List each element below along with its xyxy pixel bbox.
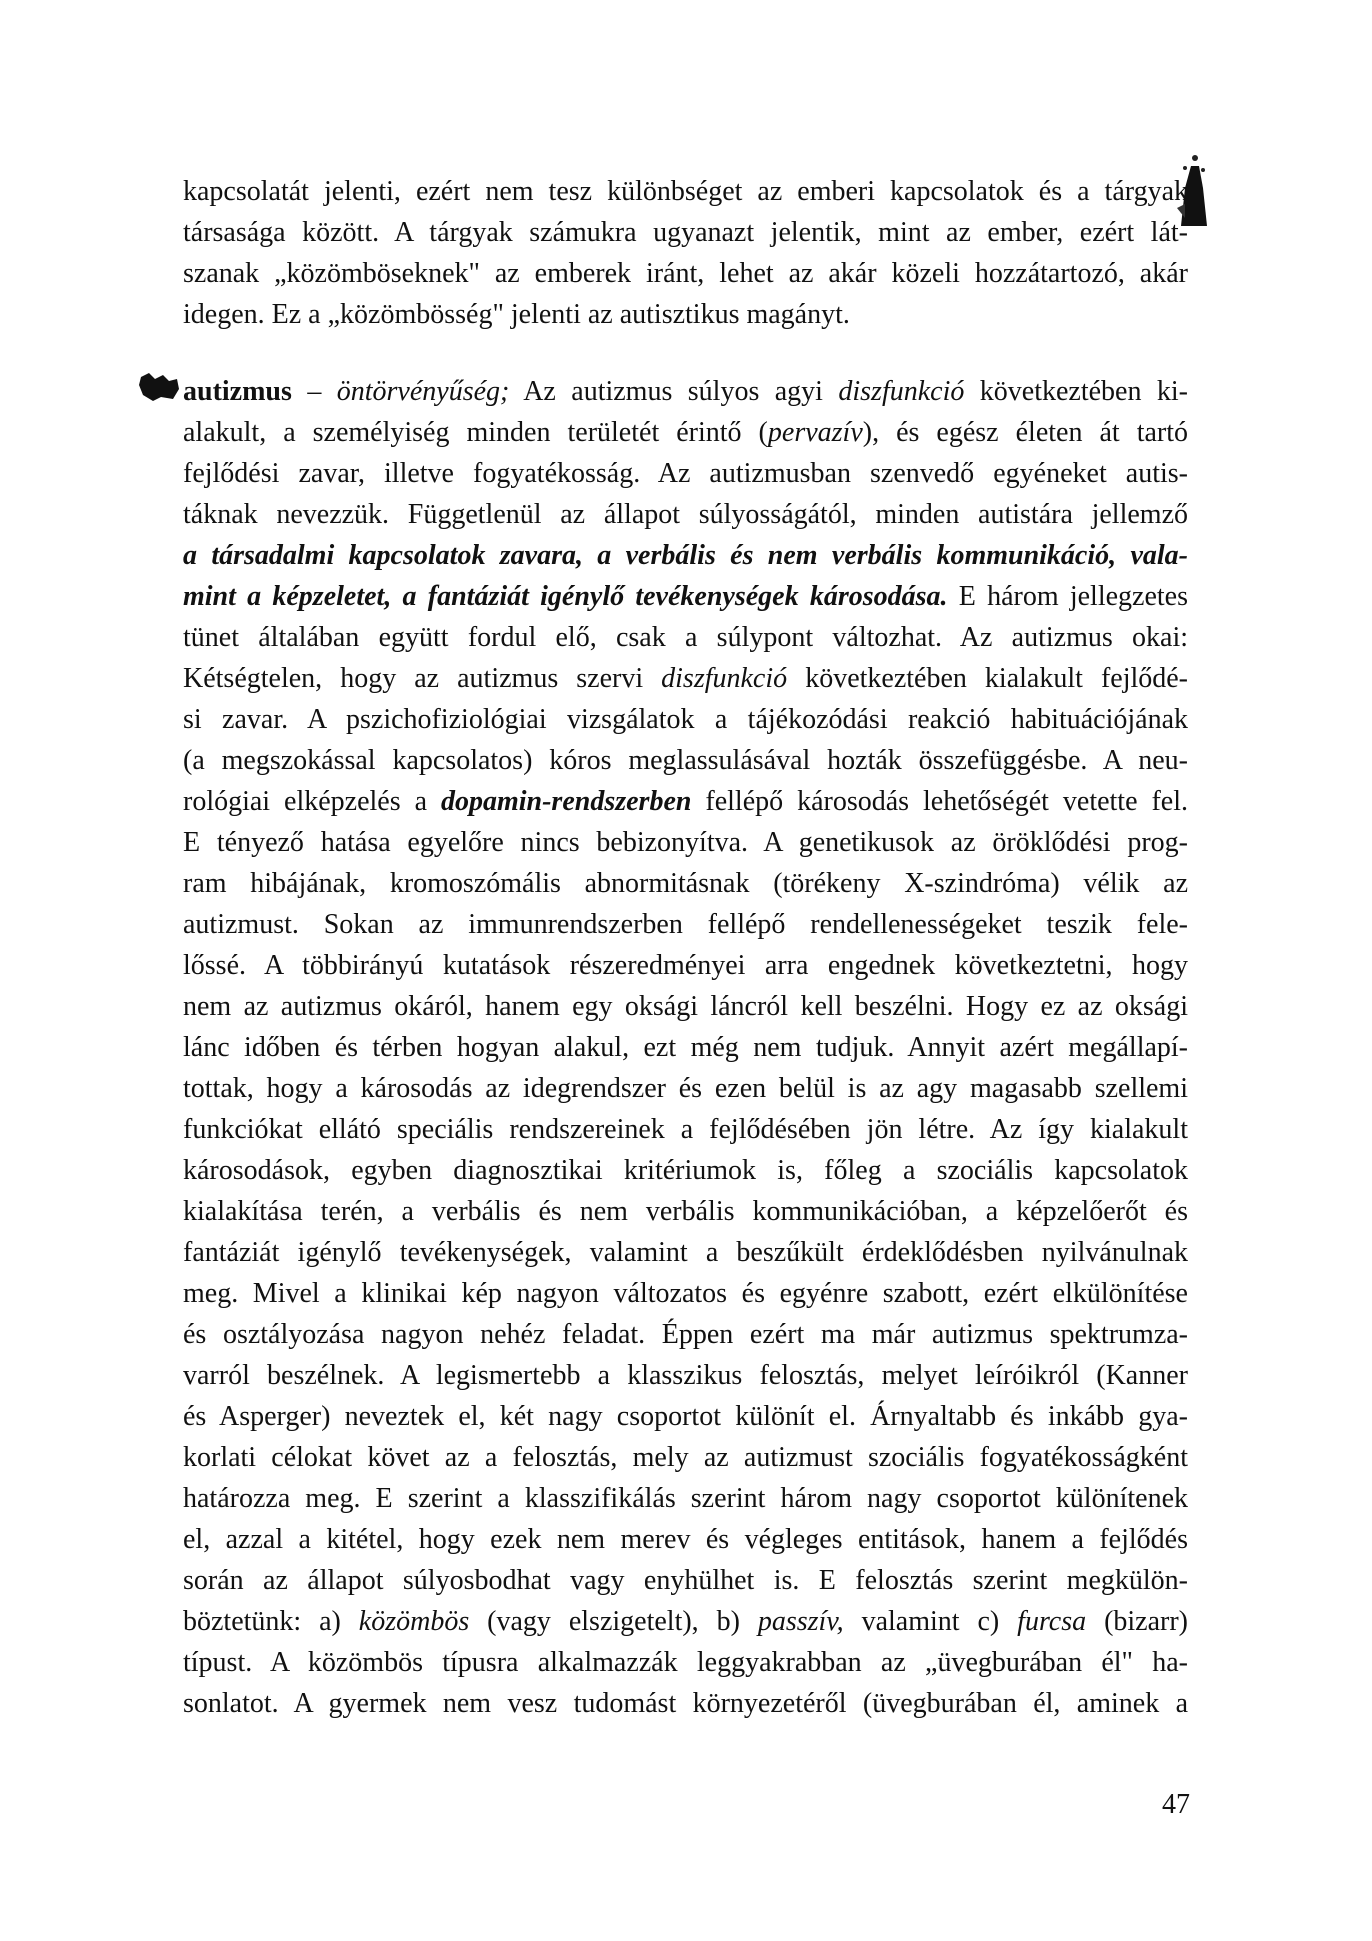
text-line: nem az autizmus okáról, hanem egy oksági láncról kell beszélni. Hogy ez az oksági (183, 991, 1188, 1022)
text-line: során az állapot súlyosbodhat vagy enyhülhet is. E felosztás szerint megkülön- (183, 1565, 1188, 1596)
text-line: funkciókat ellátó speciális rendszereinek a fejlődésében jön létre. Az így kialakult (183, 1114, 1188, 1145)
text-line: tünet általában együtt fordul elő, csak a súlypont változhat. Az autizmus okai: (183, 622, 1188, 653)
text-line: kapcsolatát jelenti, ezért nem tesz különbséget az emberi kapcsolatok és a tárgyak (183, 176, 1188, 207)
text-line: el, azzal a kitétel, hogy ezek nem merev és végleges entitások, hanem a fejlődés (183, 1524, 1188, 1555)
text-line: kialakítása terén, a verbális és nem verbális kommunikációban, a képzelőerőt és (183, 1196, 1188, 1227)
text-span: fellépő károsodás lehetőségét vetette fel. (691, 786, 1188, 817)
text-span: valamint c) (843, 1606, 1018, 1637)
text-line: és Asperger) neveztek el, két nagy csoportot különít el. Árnyaltabb és inkább gya- (183, 1401, 1188, 1432)
text-line: károsodások, egyben diagnosztikai kritériumok is, főleg a szociális kapcsolatok (183, 1155, 1188, 1186)
text-line: fantáziát igénylő tevékenységek, valamint a beszűkült érdeklődésben nyilvánulnak (183, 1237, 1188, 1268)
emphasis-text: mint a képzeletet, a fantáziát igénylő tevékenységek károsodása. (183, 581, 948, 612)
text-line: fejlődési zavar, illetve fogyatékosság. Az autizmusban szenvedő egyéneket autis- (183, 458, 1188, 489)
text-line (183, 535, 1188, 576)
text-line: meg. Mivel a klinikai kép nagyon változatos és egyénre szabott, ezért elkülönítése (183, 1278, 1188, 1309)
text-span: következtében kialakult fejlődé- (787, 663, 1188, 694)
text-line (183, 658, 1188, 699)
italic-term: passzív, (757, 1606, 844, 1637)
entry-marker-icon (139, 373, 181, 401)
italic-term: pervazív (767, 417, 863, 448)
page-number: 47 (1162, 1789, 1190, 1820)
text-line: korlati célokat követ az a felosztás, mely az autizmust szociális fogyatékosságként (183, 1442, 1188, 1473)
text-line: (a megszokással kapcsolatos) kóros meglassulásával hozták összefüggésbe. A neu- (183, 745, 1188, 776)
text-span: Kétségtelen, hogy az autizmus szervi (183, 663, 662, 694)
text-line: táknak nevezzük. Függetlenül az állapot súlyosságától, minden autistára jellemző (183, 499, 1188, 530)
italic-term: dopamin-rendszerben (440, 786, 692, 817)
text-line: lőssé. A többirányú kutatások részeredményei arra engednek következtetni, hogy (183, 950, 1188, 981)
text-span: Az autizmus súlyos agyi (509, 376, 839, 407)
text-line: típust. A közömbös típusra alkalmazzák leggyakrabban az „üvegburában él" ha- (183, 1647, 1188, 1678)
text-line: lánc időben és térben hogyan alakul, ezt még nem tudjuk. Annyit azért megállapí- (183, 1032, 1188, 1063)
text-span: (vagy elszigetelt), b) (469, 1606, 758, 1637)
text-span: böztetünk: a) (183, 1606, 359, 1637)
italic-term: közömbös (358, 1606, 470, 1637)
text-span: ), és egész életen át tartó (862, 417, 1189, 448)
text-line (183, 781, 1188, 822)
italic-term: furcsa (1017, 1606, 1087, 1637)
text-line: tottak, hogy a károsodás az idegrendszer és ezen belül is az agy magasabb szellemi (183, 1073, 1188, 1104)
italic-term: diszfunkció (838, 376, 965, 407)
entry-first-line (183, 371, 1188, 412)
dash: – (291, 376, 337, 407)
entry-synonym: öntörvényűség; (336, 376, 510, 407)
text-line: idegen. Ez a „közömbösség" jelenti az autisztikus magányt. (183, 299, 850, 330)
emphasis-text: a társadalmi kapcsolatok zavara, a verbális és nem verbális kommunikáció, vala- (183, 540, 1188, 571)
text-span: (bizarr) (1086, 1606, 1188, 1637)
text-line: autizmust. Sokan az immunrendszerben fellépő rendellenességeket teszik fele- (183, 909, 1188, 940)
text-line: sonlatot. A gyermek nem vesz tudomást környezetéről (üvegburában él, aminek a (183, 1688, 1188, 1719)
text-span: következtében ki- (964, 376, 1188, 407)
text-line: és osztályozása nagyon nehéz feladat. Éppen ezért ma már autizmus spektrumza- (183, 1319, 1188, 1350)
text-line (183, 1601, 1188, 1642)
text-line: határozza meg. E szerint a klasszifikálás szerint három nagy csoportot különítenek (183, 1483, 1188, 1514)
text-line: ram hibájának, kromoszómális abnormitásnak (törékeny X-szindróma) vélik az (183, 868, 1188, 899)
text-line: si zavar. A pszichofiziológiai vizsgálatok a tájékozódási reakció habituációjának (183, 704, 1188, 735)
text-line (183, 412, 1188, 453)
entry-term: autizmus (183, 376, 292, 407)
italic-term: diszfunkció (661, 663, 788, 694)
text-span: rológiai elképzelés a (183, 786, 441, 817)
text-line (183, 576, 1188, 617)
text-line: társasága között. A tárgyak számukra ugyanazt jelentik, mint az ember, ezért lát- (183, 217, 1188, 248)
text-span: alakult, a személyiség minden területét érintő ( (183, 417, 768, 448)
text-line: E tényező hatása egyelőre nincs bebizonyítva. A genetikusok az öröklődési prog- (183, 827, 1188, 858)
text-span: E három jellegzetes (947, 581, 1188, 612)
text-line: szanak „közömböseknek" az emberek iránt, lehet az akár közeli hozzátartozó, akár (183, 258, 1188, 289)
text-line: varról beszélnek. A legismertebb a klasszikus felosztás, melyet leíróikról (Kanner (183, 1360, 1188, 1391)
